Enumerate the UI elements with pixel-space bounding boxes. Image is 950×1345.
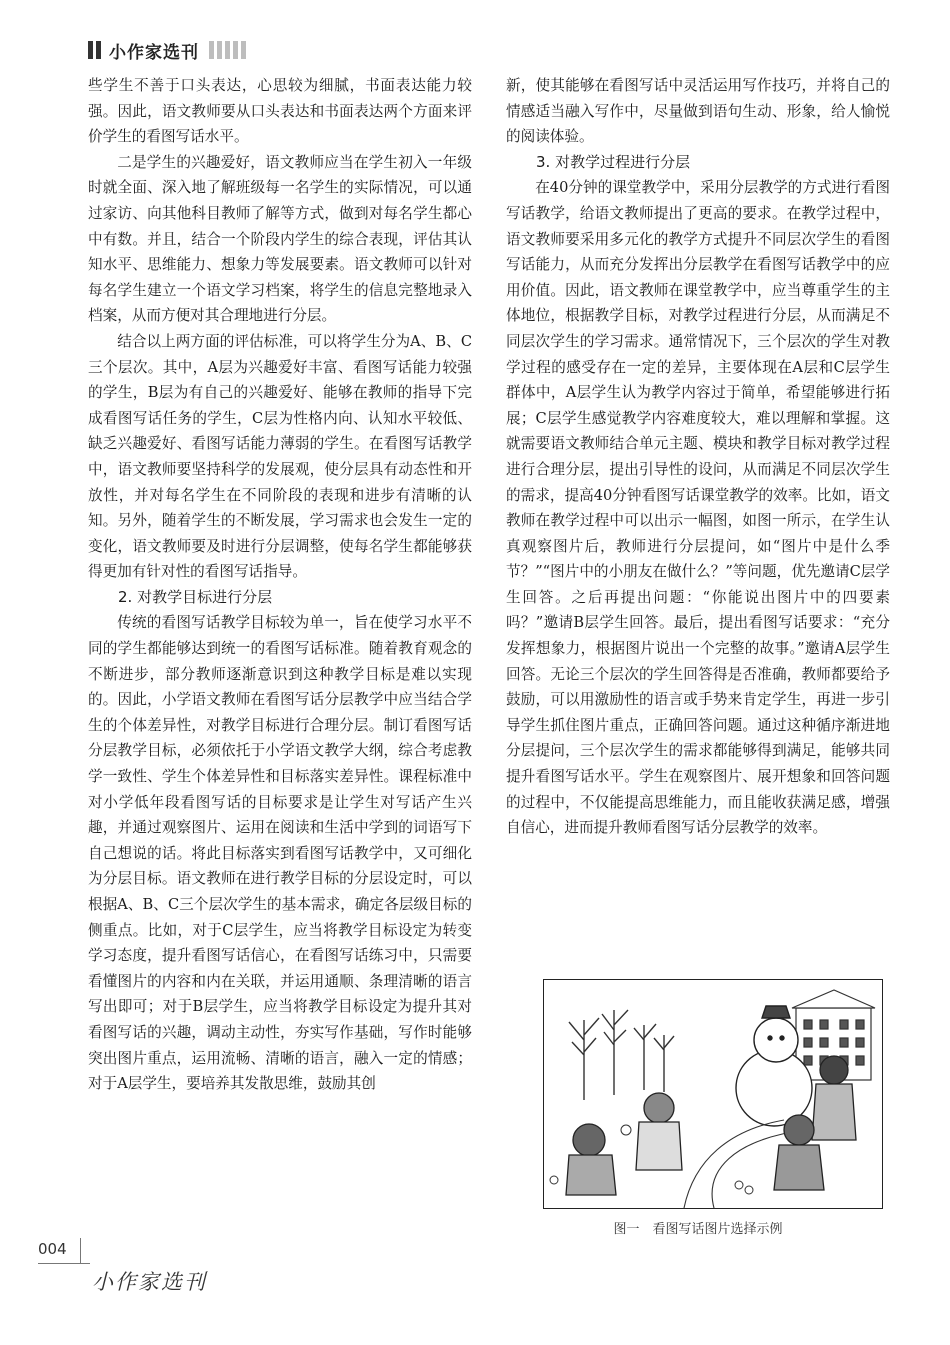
paragraph: 结合以上两方面的评估标准，可以将学生分为A、B、C三个层次。其中，A层为兴趣爱好丰富、看图写话能力较强的学生，B层为有自己的兴趣爱好、能够在教师的指导下完成看图写话任务的学生，C层为性格内向、认知水平较低、缺乏兴趣爱好、看图写话能力薄弱的学生。在看图写话教学中，语文教师要坚持科学的发展观，使分层具有动态性和开放性，并对每名学生在不同阶段的表现和进步有清晰的认知。另外，随着学生的不断发展，学习需求也会发生一定的变化，语文教师要及时进行分层调整，使每名学生都能够获得更加有针对性的看图写话指导。 — [88, 332, 472, 581]
section-heading: 2. 对教学目标进行分层 — [118, 587, 273, 606]
footer-divider-vertical — [80, 1238, 81, 1264]
paragraph: 新，使其能够在看图写话中灵活运用写作技巧，并将自己的情感适当融入写作中，尽量做到语句生动、形象，给人愉悦的阅读体验。 — [506, 77, 890, 146]
header-bars-left — [88, 41, 101, 59]
paragraph: 二是学生的兴趣爱好，语文教师应当在学生初入一年级时就全面、深入地了解班级每一名学生的实际情况，可以通过家访、向其他科目教师了解等方式，做到对每名学生都心中有数。并且，结合一个阶段内学生的综合表现，评估其认知水平、思维能力、想象力等发展要素。语文教师可以针对每名学生建立一个语文学习档案，将学生的信息完整地录入档案，从而方便对其合理地进行分层。 — [88, 153, 472, 325]
bare-trees-illustration — [569, 1010, 674, 1100]
journal-title: 小作家选刊 — [109, 42, 199, 63]
paragraph: 些学生不善于口头表达，心思较为细腻，书面表达能力较强。因此，语文教师要从口头表达和书面表达两个方面来评价学生的看图写话水平。 — [88, 77, 472, 146]
footer-divider-horizontal — [38, 1263, 90, 1264]
paragraph: 在40分钟的课堂教学中，采用分层教学的方式进行看图写话教学，给语文教师提出了更高的要求。在教学过程中，语文教师要采用多元化的教学方式提升不同层次学生的看图写话能力，从而充分发挥出分层教学在看图写话教学中的应用价值。因此，语文教师在课堂教学中，应当尊重学生的主体地位，根据教学目标，对教学过程进行分层，从而满足不同层次学生的学习需求。通常情况下，三个层次的学生对教学过程的感受存在一定的差异，主要体现在A层和C层学生群体中，A层学生认为教学内容过于简单，希望能够进行拓展；C层学生感觉教学内容难度较大，难以理解和掌握。这就需要语文教师结合单元主题、模块和教学目标对教学过程进行合理分层，提出引导性的设问，从而满足不同层次学生的需求，提高40分钟看图写话课堂教学的效率。比如，语文教师在教学过程中可以出示一幅图，如图一所示，在学生认真观察图片后，教师进行分层提问，如“图片中是什么季节？”“图片中的小朋友在做什么？”等问题，优先邀请C层学生回答。之后再提出问题：“你能说出图片中的四要素吗？”邀请B层学生回答。最后，提出看图写话要求：“充分发挥想象力，根据图片说出一个完整的故事。”邀请A层学生回答。无论三个层次的学生回答得是否准确，教师都要给予鼓励，可以用激励性的语言或手势来肯定学生，再进一步引导学生抓住图片重点，正确回答问题。通过这种循序渐进地分层提问，三个层次学生的需求都能够得到满足，能够共同提升看图写话水平。学生在观察图片、展开想象和回答问题的过程中，不仅能提高思维能力，而且能收获满足感，增强自信心，进而提升教师看图写话分层教学的效率。 — [506, 179, 890, 837]
page-number: 004 — [38, 1240, 67, 1258]
figure-illustration — [543, 979, 883, 1209]
footer-logo: 小作家选刊 — [92, 1270, 207, 1294]
figure-caption: 图一 看图写话图片选择示例 — [613, 1222, 783, 1237]
section-heading: 3. 对教学过程进行分层 — [536, 152, 691, 171]
running-header — [88, 38, 246, 62]
left-column — [88, 73, 472, 1097]
header-bars-right — [209, 41, 246, 59]
paragraph: 传统的看图写话教学目标较为单一，旨在使学习水平不同的学生都能够达到统一的看图写话标准。随着教育观念的不断进步，部分教师逐渐意识到这种教学目标是难以实现的。因此，小学语文教师在看图写话分层教学中应当结合学生的个体差异性，对教学目标进行合理分层。制订看图写话分层教学目标，必须依托于小学语文教学大纲，综合考虑教学一致性、学生个体差异性和目标落实差异性。课程标准中对小学低年段看图写话的目标要求是让学生对写话产生兴趣，并通过观察图片、运用在阅读和生活中学到的词语写下自己想说的话。将此目标落实到看图写话教学中，又可细化为分层目标。语文教师在进行教学目标的分层设定时，可以根据A、B、C三个层次学生的基本需求，确定各层级目标的侧重点。比如，对于C层学生，应当将教学目标设定为转变学习态度，提升看图写话信心，在看图写话练习中，只需要看懂图片的内容和内在关联，并运用通顺、条理清晰的语言写出即可；对于B层学生，应当将教学目标设定为提升其对看图写话的兴趣，调动主动性，夯实写作基础，写作时能够突出图片重点，运用流畅、清晰的语言，融入一定的情感；对于A层学生，要培养其发散思维，鼓励其创 — [88, 614, 472, 1093]
right-column — [506, 73, 890, 841]
